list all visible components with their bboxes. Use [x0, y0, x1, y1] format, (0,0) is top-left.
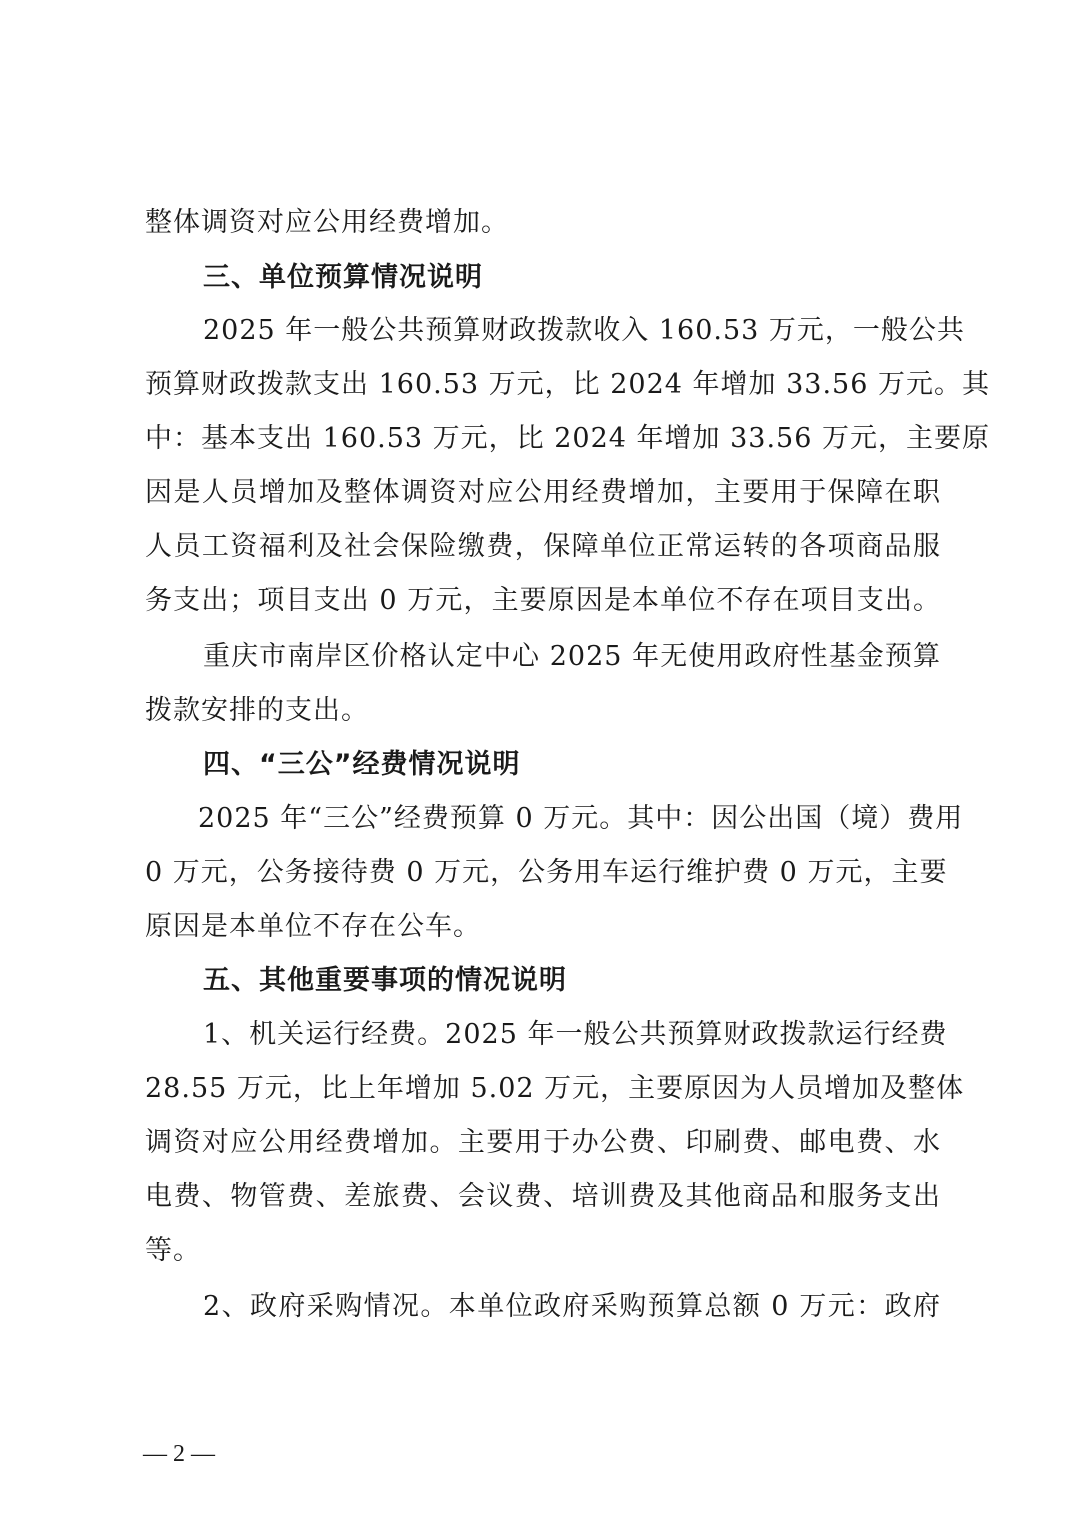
paragraph-line: 2025 年“三公”经费预算 0 万元。其中：因公出国（境）费用 — [198, 803, 964, 834]
section-heading-3: 三、单位预算情况说明 — [203, 262, 483, 293]
paragraph-line: 重庆市南岸区价格认定中心 2025 年无使用政府性基金预算 — [203, 641, 941, 672]
section-heading-4: 四、“三公”经费情况说明 — [203, 749, 521, 780]
paragraph-line: 中：基本支出 160.53 万元，比 2024 年增加 33.56 万元，主要原 — [145, 423, 990, 454]
paragraph-line: 28.55 万元，比上年增加 5.02 万元，主要原因为人员增加及整体 — [145, 1073, 965, 1104]
paragraph-line: 因是人员增加及整体调资对应公用经费增加，主要用于保障在职 — [145, 477, 941, 508]
paragraph-line: 预算财政拨款支出 160.53 万元，比 2024 年增加 33.56 万元。其 — [145, 369, 990, 400]
paragraph-line: 0 万元，公务接待费 0 万元，公务用车运行维护费 0 万元，主要 — [145, 857, 948, 888]
section-heading-5: 五、其他重要事项的情况说明 — [203, 965, 567, 996]
paragraph-line: 拨款安排的支出。 — [145, 695, 369, 726]
paragraph-line: 1、机关运行经费。2025 年一般公共预算财政拨款运行经费 — [203, 1019, 948, 1050]
paragraph-line: 原因是本单位不存在公车。 — [145, 911, 481, 942]
paragraph-line: 等。 — [145, 1235, 201, 1266]
paragraph-line: 调资对应公用经费增加。主要用于办公费、印刷费、邮电费、水 — [145, 1127, 941, 1158]
page-number: — 2 — — [143, 1441, 215, 1467]
paragraph-line: 人员工资福利及社会保险缴费，保障单位正常运转的各项商品服 — [145, 531, 941, 562]
paragraph-line: 2025 年一般公共预算财政拨款收入 160.53 万元，一般公共 — [203, 315, 965, 346]
paragraph-line: 务支出；项目支出 0 万元，主要原因是本单位不存在项目支出。 — [145, 585, 941, 616]
paragraph-line: 整体调资对应公用经费增加。 — [145, 207, 509, 238]
paragraph-line: 电费、物管费、差旅费、会议费、培训费及其他商品和服务支出 — [145, 1181, 941, 1212]
paragraph-line: 2、政府采购情况。本单位政府采购预算总额 0 万元：政府 — [203, 1291, 941, 1322]
